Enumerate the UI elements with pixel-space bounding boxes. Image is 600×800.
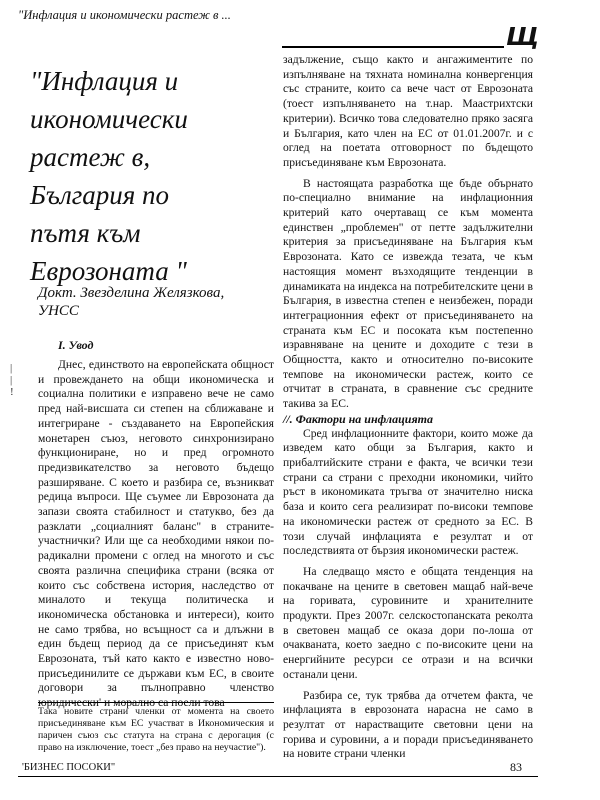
article-title: [30, 62, 275, 290]
body-paragraph: задължение, също както и ангажиментите по изпълняване на тяхната номинална конвергенция със страните, които са вече част от Еврозоната (тоест изпълняването на т.нар. Маастрихтски критерии). Всичко това следователно пряко засяга и България, като член на ЕС от 01.01.2007г. и с оглед на поетата отговорност по бъдещото присъединяване към Еврозоната.: [283, 53, 533, 169]
footnote: Така новите страни членки от момента на своето присъединяване към ЕС участват в Икономическия и паричен съюз със статута на страна с дерогация (с право на изключение, тоест „без право на неучастие").: [38, 706, 274, 753]
left-column: [38, 358, 274, 711]
body-paragraph: На следващо място е общата тенденция на покачване на цените в световен мащаб най-вече на горивата, суровините и хранителните продукти. През 2007г. селскостопанската реколта в световен мащаб се оказа дори по-лоша от очакваната, което заедно с по-високите цени на енергийните ресурси се отрази и на всички останали цени.: [283, 564, 533, 681]
title-line: растеж в,: [30, 142, 151, 172]
title-line: Еврозоната ": [30, 256, 187, 286]
title-line: икономически: [30, 104, 188, 134]
author-affiliation: УНСС: [38, 303, 79, 319]
section-heading-factors: //. Фактори на инфлацията: [283, 411, 433, 426]
page-number: 83: [510, 760, 522, 774]
margin-mark: !: [10, 386, 14, 398]
body-paragraph: Днес, единството на европейската общност и провеждането на общи икономическа и социална политики е изправено вече не само пред най-висшата си степен на сближаване и интегриране - създаването на Европейския монетарен съюз, неговото синхронизирано функциониране, но и пред огромното предизвикателство за неговото бъдещо разширяване. С което и разбира се, възникват редица въпроси. Ще съумее ли Еврозоната да запази своята стабилност и статуквo, без да разклати „социалният баланс" в страните-участнички? Или ще са необходими някои по-радикални промени с оглед на многото и със своята различна специфика страни (всяка от които със собствена история, наследство от миналото и текуща политическа и икономическа обстановка и интереси), които не само трябва, но всъщност са и длъжни в един бъдещ период да се присъединят към Еврозоната, тъй като както е известно ново-присъединилите се държави към ЕС, в своите договори за пълноправно членство: [38, 358, 274, 695]
body-paragraph: В настоящата разработка ще бъде обърнато по-специално внимание на инфлационния критерий като очертаващ се към момента единствен „проблемен" от петте задължителни критерия за присъединяване на България към Еврозоната. Като се извежда тезата, че към настоящия момент възходящите тенденции в динамиката на индекса на потребителските цени в България, в известна степен е неизбежен, поради интеграционния ефект от присъединяването на страната към ЕС и посоката към постепенно изравняване на цените и доходите с тези в Общността, както и относително по-високите темпове на икономически растеж, които се отчитат в страната, в сравнение със средните такива за ЕС.: [283, 176, 533, 411]
title-line: България по: [30, 180, 170, 210]
section-heading-intro: І. Увод: [58, 338, 94, 352]
right-column: [283, 53, 533, 762]
body-paragraph: Сред инфлационните фактори, които може да изведем като общи за България, както и прибалтийските страни е факта, че всички тези страни са страни с преходни икономики, чийто ръст в икономиката тръгва от значително ниска база и които сега реализират по-високи темпове на икономически растеж от средното за ЕС. В този случай инфлацията е резултат и от последствията от бързия икономически растеж.: [283, 426, 533, 558]
footer-rule: [18, 776, 538, 777]
footer-publication: 'БИЗНЕС ПОСОКИ": [22, 762, 116, 773]
margin-mark: |: [10, 374, 13, 386]
header-rule: [282, 46, 504, 48]
author-block: [38, 284, 278, 320]
header-logo-mark: Щ: [506, 22, 540, 51]
body-paragraph: Разбира се, тук трябва да отчетем факта, че инфлацията в еврозоната нарасна не само в резултат от нарастващите световни цени на горива и суровини, а и поради присъединяването на новите страни членки: [283, 688, 533, 761]
running-head: "Инфлация и икономически растеж в ...: [18, 8, 231, 22]
margin-mark: |: [10, 362, 13, 374]
title-line: "Инфлация и: [30, 66, 179, 96]
margin-marks: [10, 362, 14, 398]
footnote-rule: [38, 702, 274, 703]
title-line: пътя към: [30, 218, 141, 248]
author-name: Докт. Звезделина Желязкова,: [38, 285, 225, 301]
